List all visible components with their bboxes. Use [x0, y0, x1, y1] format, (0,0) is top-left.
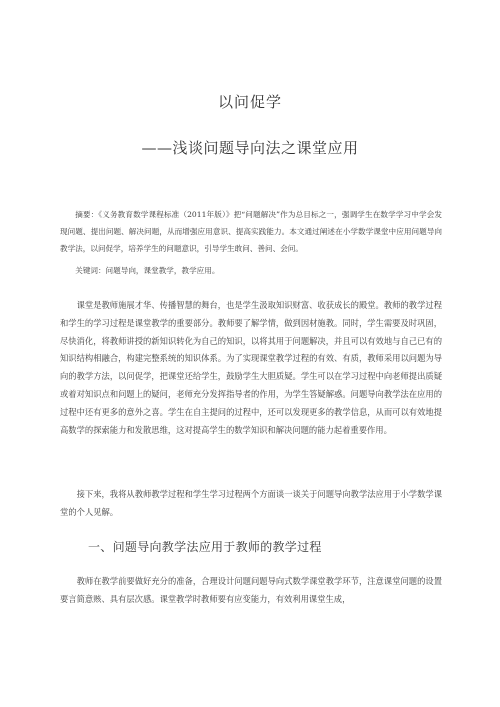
abstract-paragraph: 摘要：《义务教育数学课程标准（2011年版）》把“问题解决”作为总目标之一，强调学生在数学学习中学会发现问题、提出问题、解决问题，从而增强应用意识、提高实践能力。本文通过阐述在小学数学课堂中应用问题导向教学法，以问促学，培养学生的问题意识，引导学生敢问、善问、会问。 — [60, 210, 442, 254]
paper-title: 以问促学 — [217, 93, 282, 111]
keywords-line: 关键词：问题导向，课堂教学，教学应用。 — [75, 266, 220, 275]
body-paragraph-3: 教师在教学前要做好充分的准备，合理设计问题问题导向式数学课堂教学环节，注意课堂问题的设置要言简意赅、具有层次感。课堂教学时教师要有应变能力，有效利用课堂生成， — [60, 576, 442, 604]
section-heading-1: 一、问题导向教学法应用于教师的教学过程 — [88, 540, 322, 554]
body-paragraph-1: 课堂是教师施展才华、传播智慧的舞台，也是学生汲取知识财富、收获成长的殿堂。教师的教学过程和学生的学习过程是课堂教学的重要部分。教师要了解学情，做到因材施教。同时，学生需要及时巩固，尽快消化，将教师讲授的新知识转化为自己的知识，以将其用于问题解决，并且可以有效地与自己已有的知识结构相融合，构建完整系统的知识体系。为了实现课堂教学过程的有效、有质，教师采用以问题为导向的教学方法，以问促学，把课堂还给学生，鼓励学生大胆质疑。学生可以在学习过程中向老师提出质疑或着对知识点和问题上的疑问，老师充分发挥指导者的作用，为学生答疑解惑。问题导向教学法在应用的过程中还有更多的意外之喜。学生在自主提问的过程中，还可以发现更多的教学信息，从而可以有效地提高数学的探索能力和发散思维，这对提高学生的数学知识和解决问题的能力起着重要作用。 — [60, 300, 442, 435]
body-paragraph-2: 接下来，我将从教师教学过程和学生学习过程两个方面谈一谈关于问题导向教学法应用于小学数学课堂的个人见解。 — [60, 489, 442, 517]
paper-subtitle: ——浅谈问题导向法之课堂应用 — [141, 139, 359, 157]
